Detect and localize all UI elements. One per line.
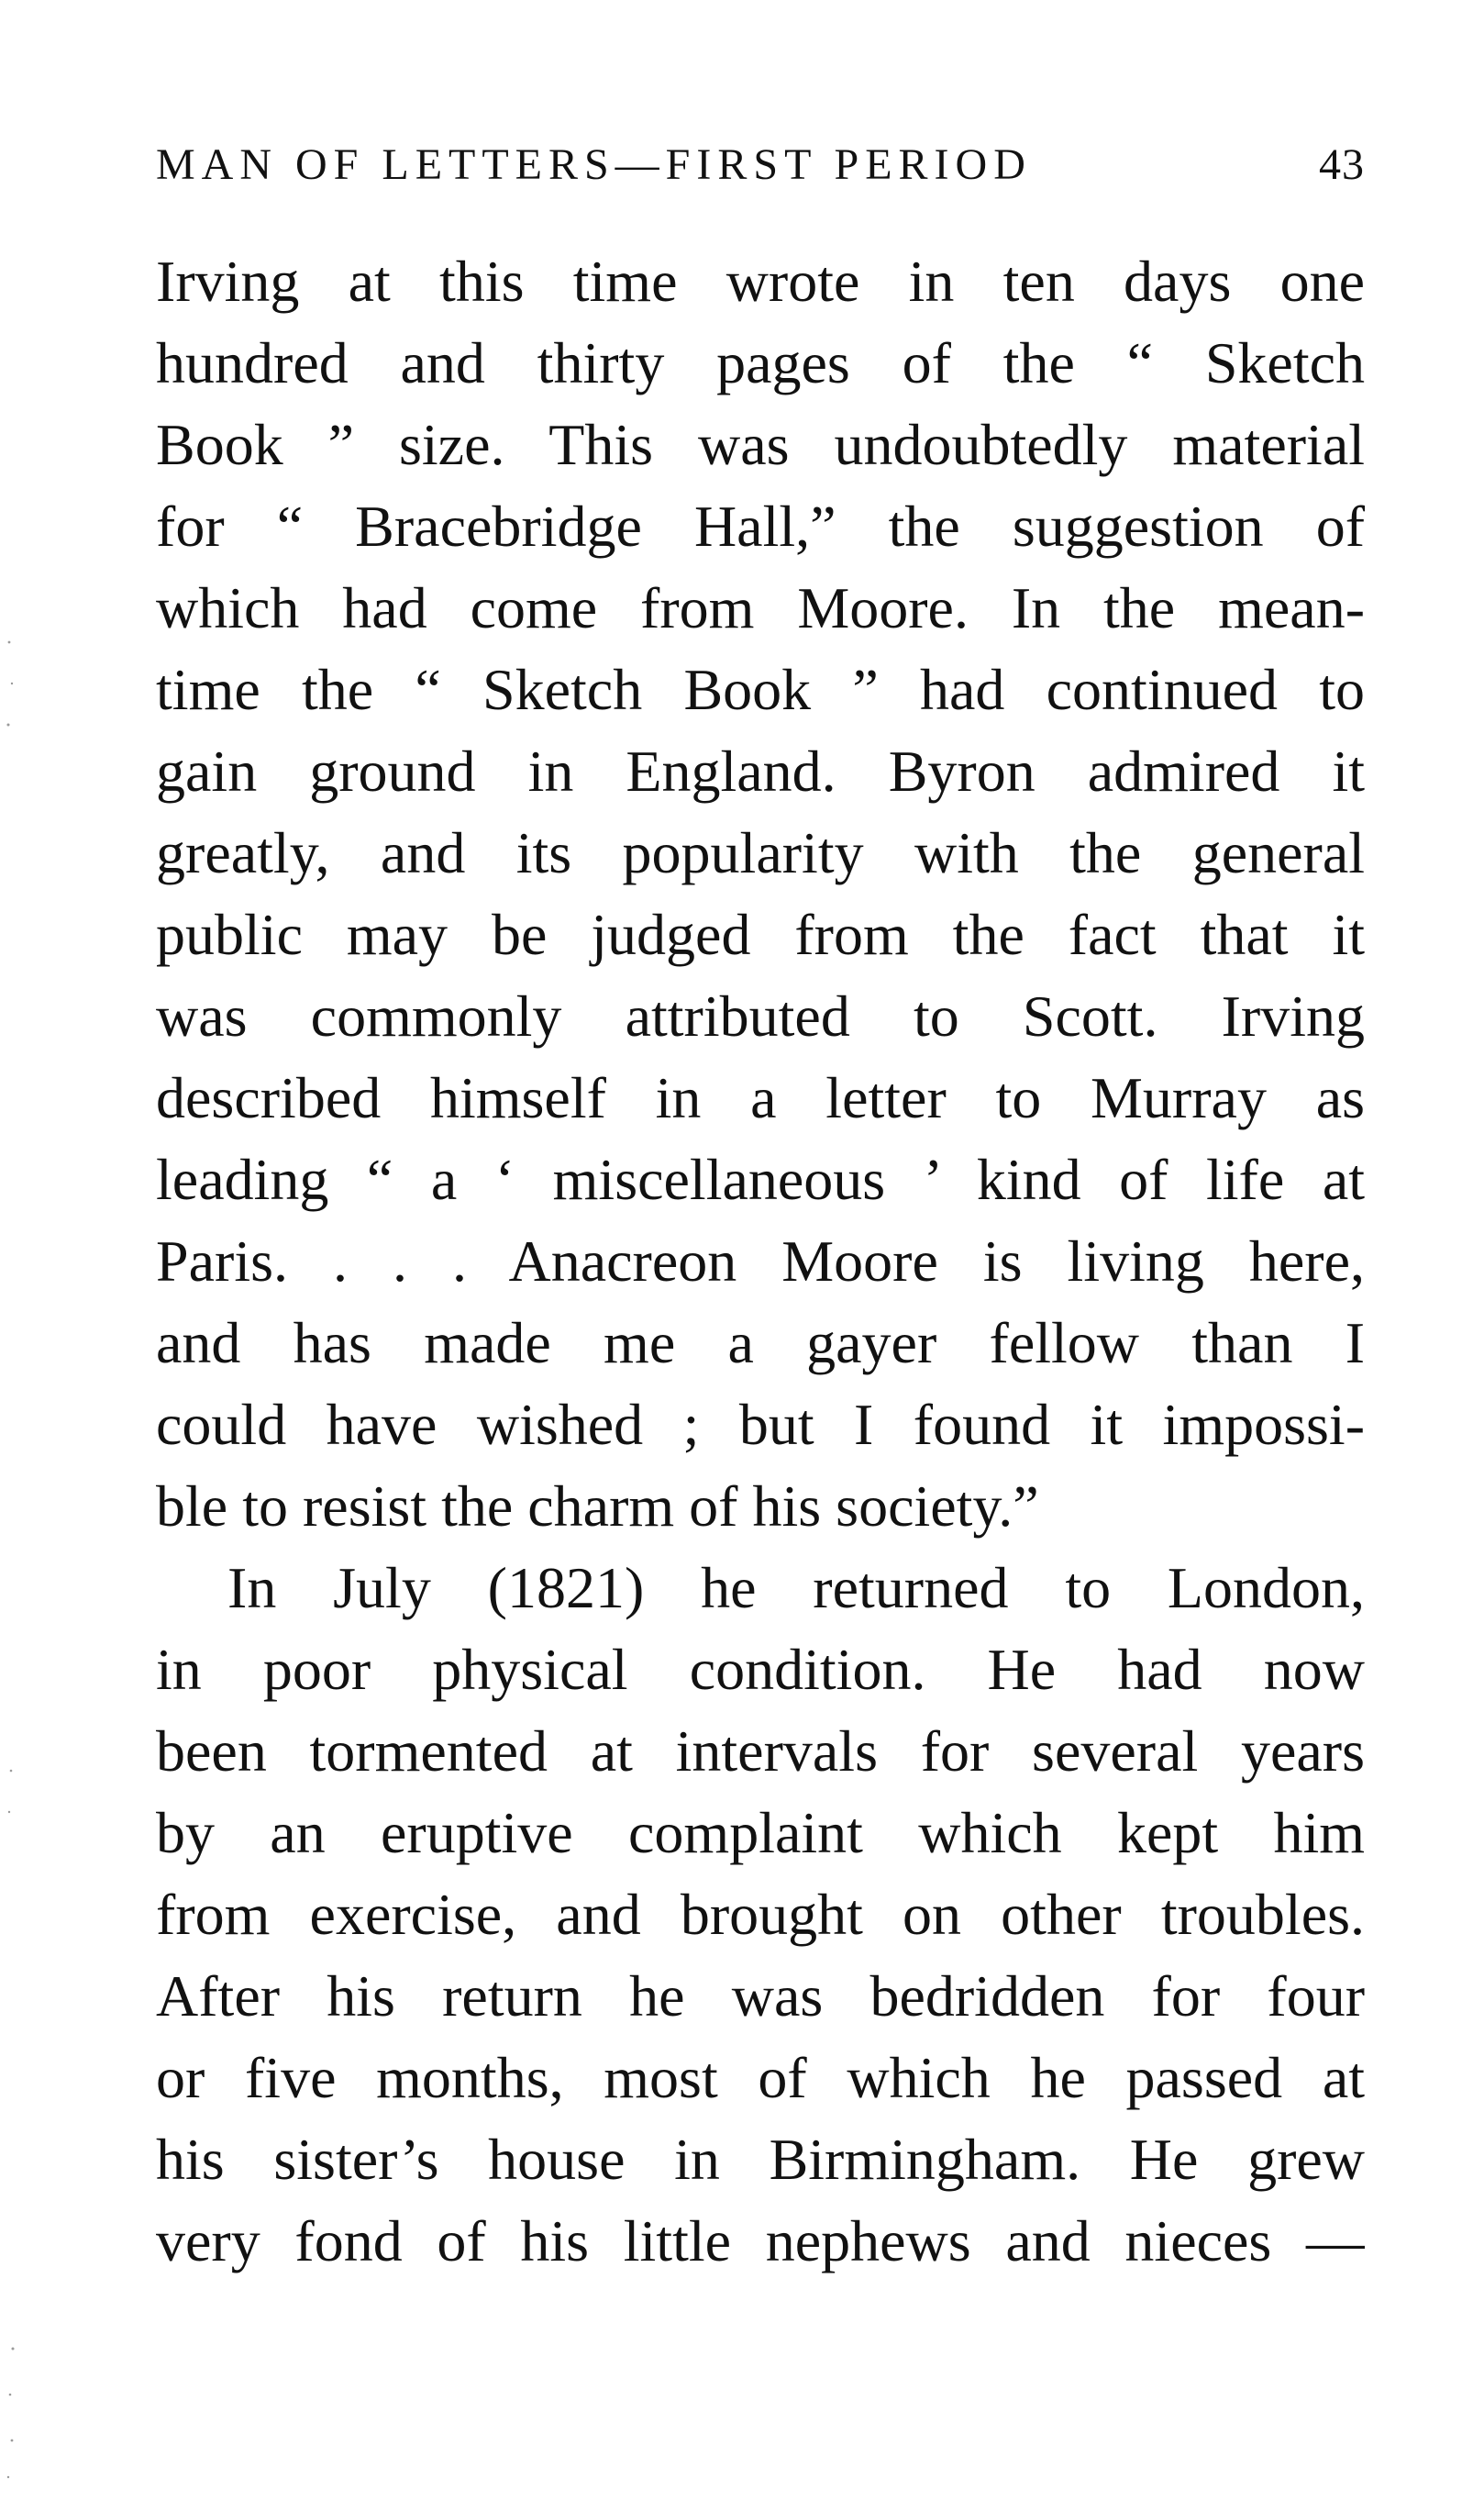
- text-line: hundred and thirty pages of the “ Sketch: [156, 330, 1365, 395]
- text-line: for “ Bracebridge Hall,” the suggestion of: [156, 494, 1365, 559]
- body-text: [156, 240, 1365, 2282]
- margin-specks: [0, 0, 37, 2512]
- text-line: leading “ a ‘ miscellaneous ’ kind of life at: [156, 1147, 1365, 1212]
- text-line: greatly, and its popularity with the general: [156, 820, 1365, 885]
- text-line: gain ground in England. Byron admired it: [156, 739, 1365, 804]
- text-line: Paris. . . . Anacreon Moore is living here,: [156, 1228, 1365, 1294]
- page-number: 43: [1319, 140, 1365, 189]
- text-line: public may be judged from the fact that it: [156, 902, 1365, 967]
- running-head: [156, 139, 1365, 204]
- text-line: Book ” size. This was undoubtedly material: [156, 412, 1365, 477]
- text-line: his sister’s house in Birmingham. He grew: [156, 2127, 1365, 2192]
- text-line: Irving at this time wrote in ten days one: [156, 249, 1365, 314]
- running-head-title: MAN OF LETTERS—FIRST PERIOD: [156, 140, 1032, 189]
- text-line: in poor physical condition. He had now: [156, 1637, 1365, 1702]
- text-line: been tormented at intervals for several years: [156, 1718, 1365, 1784]
- text-line: time the “ Sketch Book ” had continued to: [156, 657, 1365, 722]
- text-line: very fond of his little nephews and nieces —: [156, 2208, 1365, 2273]
- text-line: from exercise, and brought on other troubles.: [156, 1882, 1365, 1947]
- text-line: which had come from Moore. In the mean-: [156, 575, 1365, 640]
- text-line: After his return he was bedridden for four: [156, 1963, 1365, 2028]
- paragraph-last-line: ble to resist the charm of his society.”: [156, 1473, 1039, 1539]
- text-line: could have wished ; but I found it impossi-: [156, 1392, 1365, 1457]
- text-line: by an eruptive complaint which kept him: [156, 1800, 1365, 1865]
- text-line: described himself in a letter to Murray as: [156, 1065, 1365, 1130]
- text-line: or five months, most of which he passed at: [156, 2045, 1365, 2110]
- text-line: and has made me a gayer fellow than I: [156, 1310, 1365, 1375]
- paragraph-first-line: In July (1821) he returned to London,: [227, 1555, 1365, 1620]
- text-line: was commonly attributed to Scott. Irving: [156, 984, 1365, 1049]
